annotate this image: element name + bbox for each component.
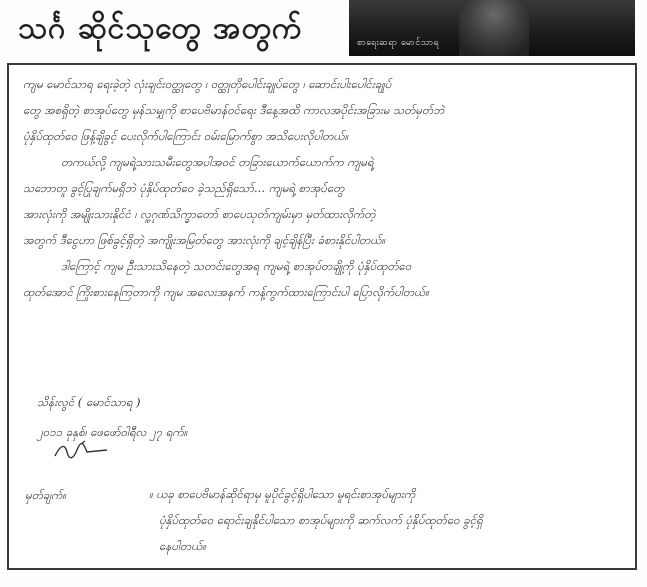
signer-date: ၂၀၁၁ ခုနှစ်၊ ဖေဖော်ဝါရီလ ၂၇ ရက်။ (37, 425, 188, 439)
letter-line: တကယ်လို့ ကျမရဲ့သားသမီးတွေအပါအဝင် တခြားယောက်ယောက်က ကျမရဲ့ (61, 155, 374, 169)
author-portrait (459, 0, 529, 56)
note-label: မှတ်ချက်။ (25, 488, 66, 502)
letter-frame (7, 63, 637, 570)
author-photo (349, 0, 635, 56)
letter-line: ဒါကြောင့် ကျမ ဦးသားသိနေတဲ့ သတင်းတွေအရ ကျမရဲ့ စာအုပ်တချို့ကို ပုံနှိပ်ထုတ်ဝေ (61, 259, 412, 273)
note-line: နေပါတယ်။ (159, 539, 206, 553)
note-line: ။ ယခု စာပေဗိမာန်ဆိုင်ရာမှ မူပိုင်ခွင့်ရှိပါသော မူရင်းစာအုပ်များကို (149, 487, 416, 501)
signer-name: သိန်းလွင် ( မောင်သာရ ) (37, 395, 141, 409)
letter-line: အတွက် ဒီငွေဟာ ဖြစ်ခွင့်ရှိတဲ့ အကျိုးအမြတ်တွေ အားလုံးကို ချင့်ချိန်ပြီး ခံစားနိုင်ပါတယ်။ (23, 233, 385, 247)
letter-line: သဘောတူ ခွင့်ပြုချက်မရှိဘဲ ပုံနှိပ်ထုတ်ဝေ ခဲ့သည်ရှိသော်... ကျမရဲ့ စာအုပ်တွေ (23, 181, 345, 195)
letter-line: တွေ အစရှိတဲ့ စာအုပ်တွေ မှန်သမျှကို စာပေဗိမာန်ဝင်ရေး ဒီနေ့အထိ ကာလအပိုင်းအခြားမ သတ်မှတ်ဘဲ (23, 103, 445, 117)
letter-line: ပုံနှိပ်ထုတ်ဝေ ဖြန့်ချိခွင့် ပေးလိုက်ပါကြောင်း ဝမ်းမြောက်စွာ အသိပေးလိုပါတယ်။ (23, 129, 348, 143)
letter-line: အားလုံးကို အမျိုးသားနိုင်ငံ ၊ လူ့ဂုဏ်သိက္ခာတော် စာပေသုတ်ကျမ်းမှာ မှတ်ထားလိုက်တဲ့ (23, 207, 376, 221)
letter-line: ကျမ မောင်သာရ ရေးခဲ့တဲ့ လုံးချင်းဝတ္ထုတွေ ၊ ဝတ္ထုတိုပေါင်းချုပ်တွေ ၊ ဆောင်းပါးပေါင်းချုပ် (23, 77, 392, 91)
letter-line: ထုတ်အောင် ကြိုးစားနေကြတာကို ကျမ အလေးအနက် ကန့်ကွက်ထားကြောင်းပါ ပြောလိုက်ပါတယ်။ (23, 285, 429, 299)
photo-caption: စာရေးဆရာ မောင်သာရ (357, 38, 440, 48)
page-title: သင်္ဂ ဆိုင်သုတွေ အတွက် (18, 11, 303, 46)
note-line: ပုံနှိပ်ထုတ်ဝေ ရောင်းချနိုင်ပါသော စာအုပ်များကို ဆက်လက် ပုံနှိပ်ထုတ်ဝေ ခွင့်ရှိ (159, 513, 483, 527)
